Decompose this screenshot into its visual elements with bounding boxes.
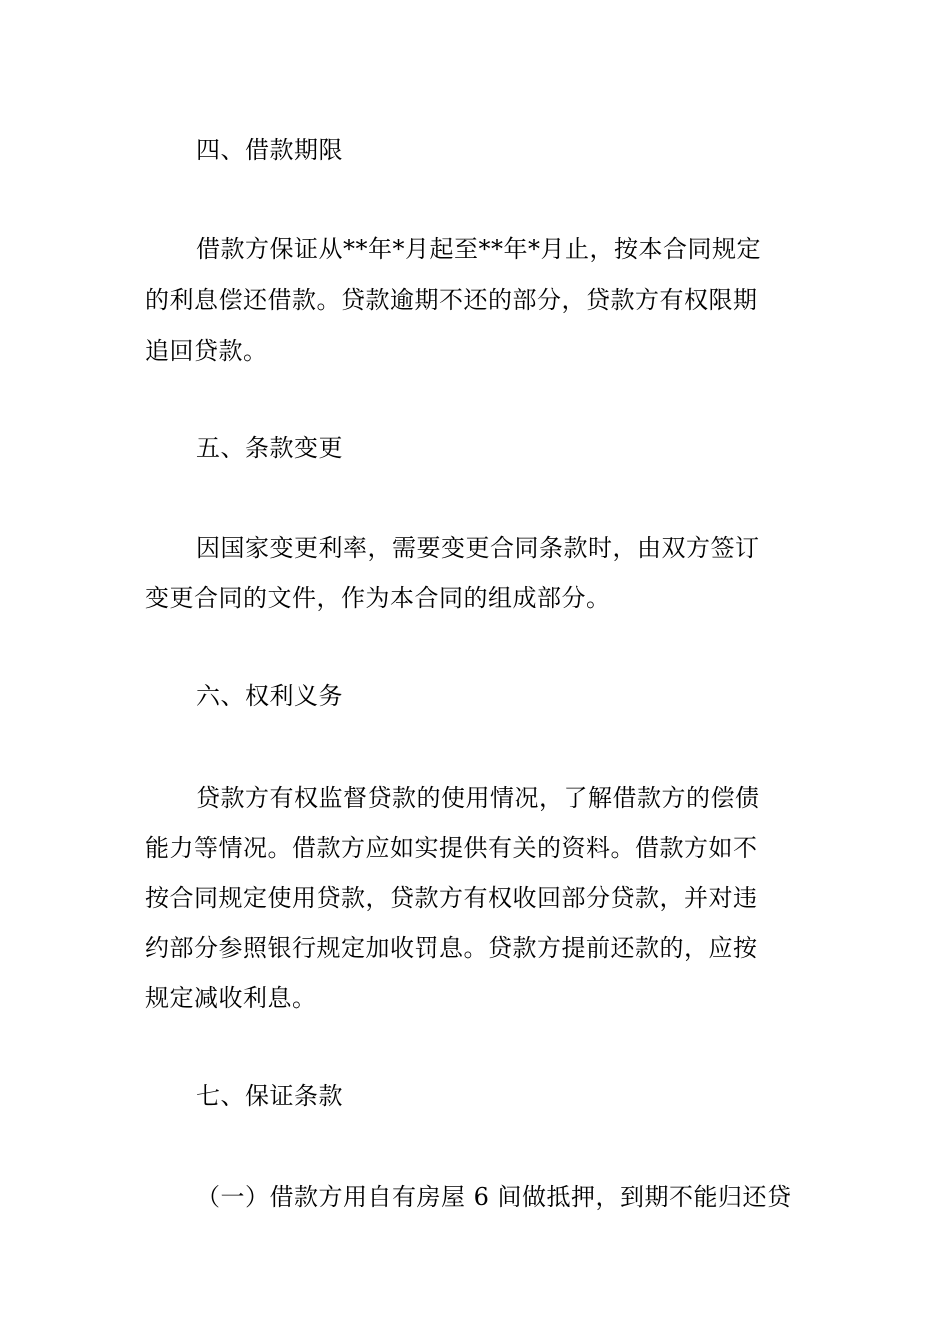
paragraph-line: 规定减收利息。 (145, 984, 317, 1012)
section-heading: 四、借款期限 (196, 136, 343, 164)
section-heading: 七、保证条款 (196, 1082, 343, 1110)
section-heading: 六、权利义务 (196, 682, 343, 710)
paragraph-line: （一）借款方用自有房屋 6 间做抵押，到期不能归还贷 (196, 1183, 792, 1211)
paragraph-line: 按合同规定使用贷款，贷款方有权收回部分贷款，并对违 (145, 884, 758, 912)
paragraph-line: 能力等情况。借款方应如实提供有关的资料。借款方如不 (145, 834, 758, 862)
paragraph-line: 的利息偿还借款。贷款逾期不还的部分，贷款方有权限期 (145, 286, 758, 314)
paragraph-line: 变更合同的文件，作为本合同的组成部分。 (145, 584, 611, 612)
paragraph-line: 追回贷款。 (145, 337, 268, 365)
paragraph-line: 约部分参照银行规定加收罚息。贷款方提前还款的，应按 (145, 934, 758, 962)
paragraph-line: 因国家变更利率，需要变更合同条款时，由双方签订 (196, 534, 760, 562)
section-heading: 五、条款变更 (196, 434, 343, 462)
paragraph-line: 借款方保证从**年*月起至**年*月止，按本合同规定 (196, 235, 761, 263)
paragraph-line: 贷款方有权监督贷款的使用情况，了解借款方的偿债 (196, 784, 760, 812)
